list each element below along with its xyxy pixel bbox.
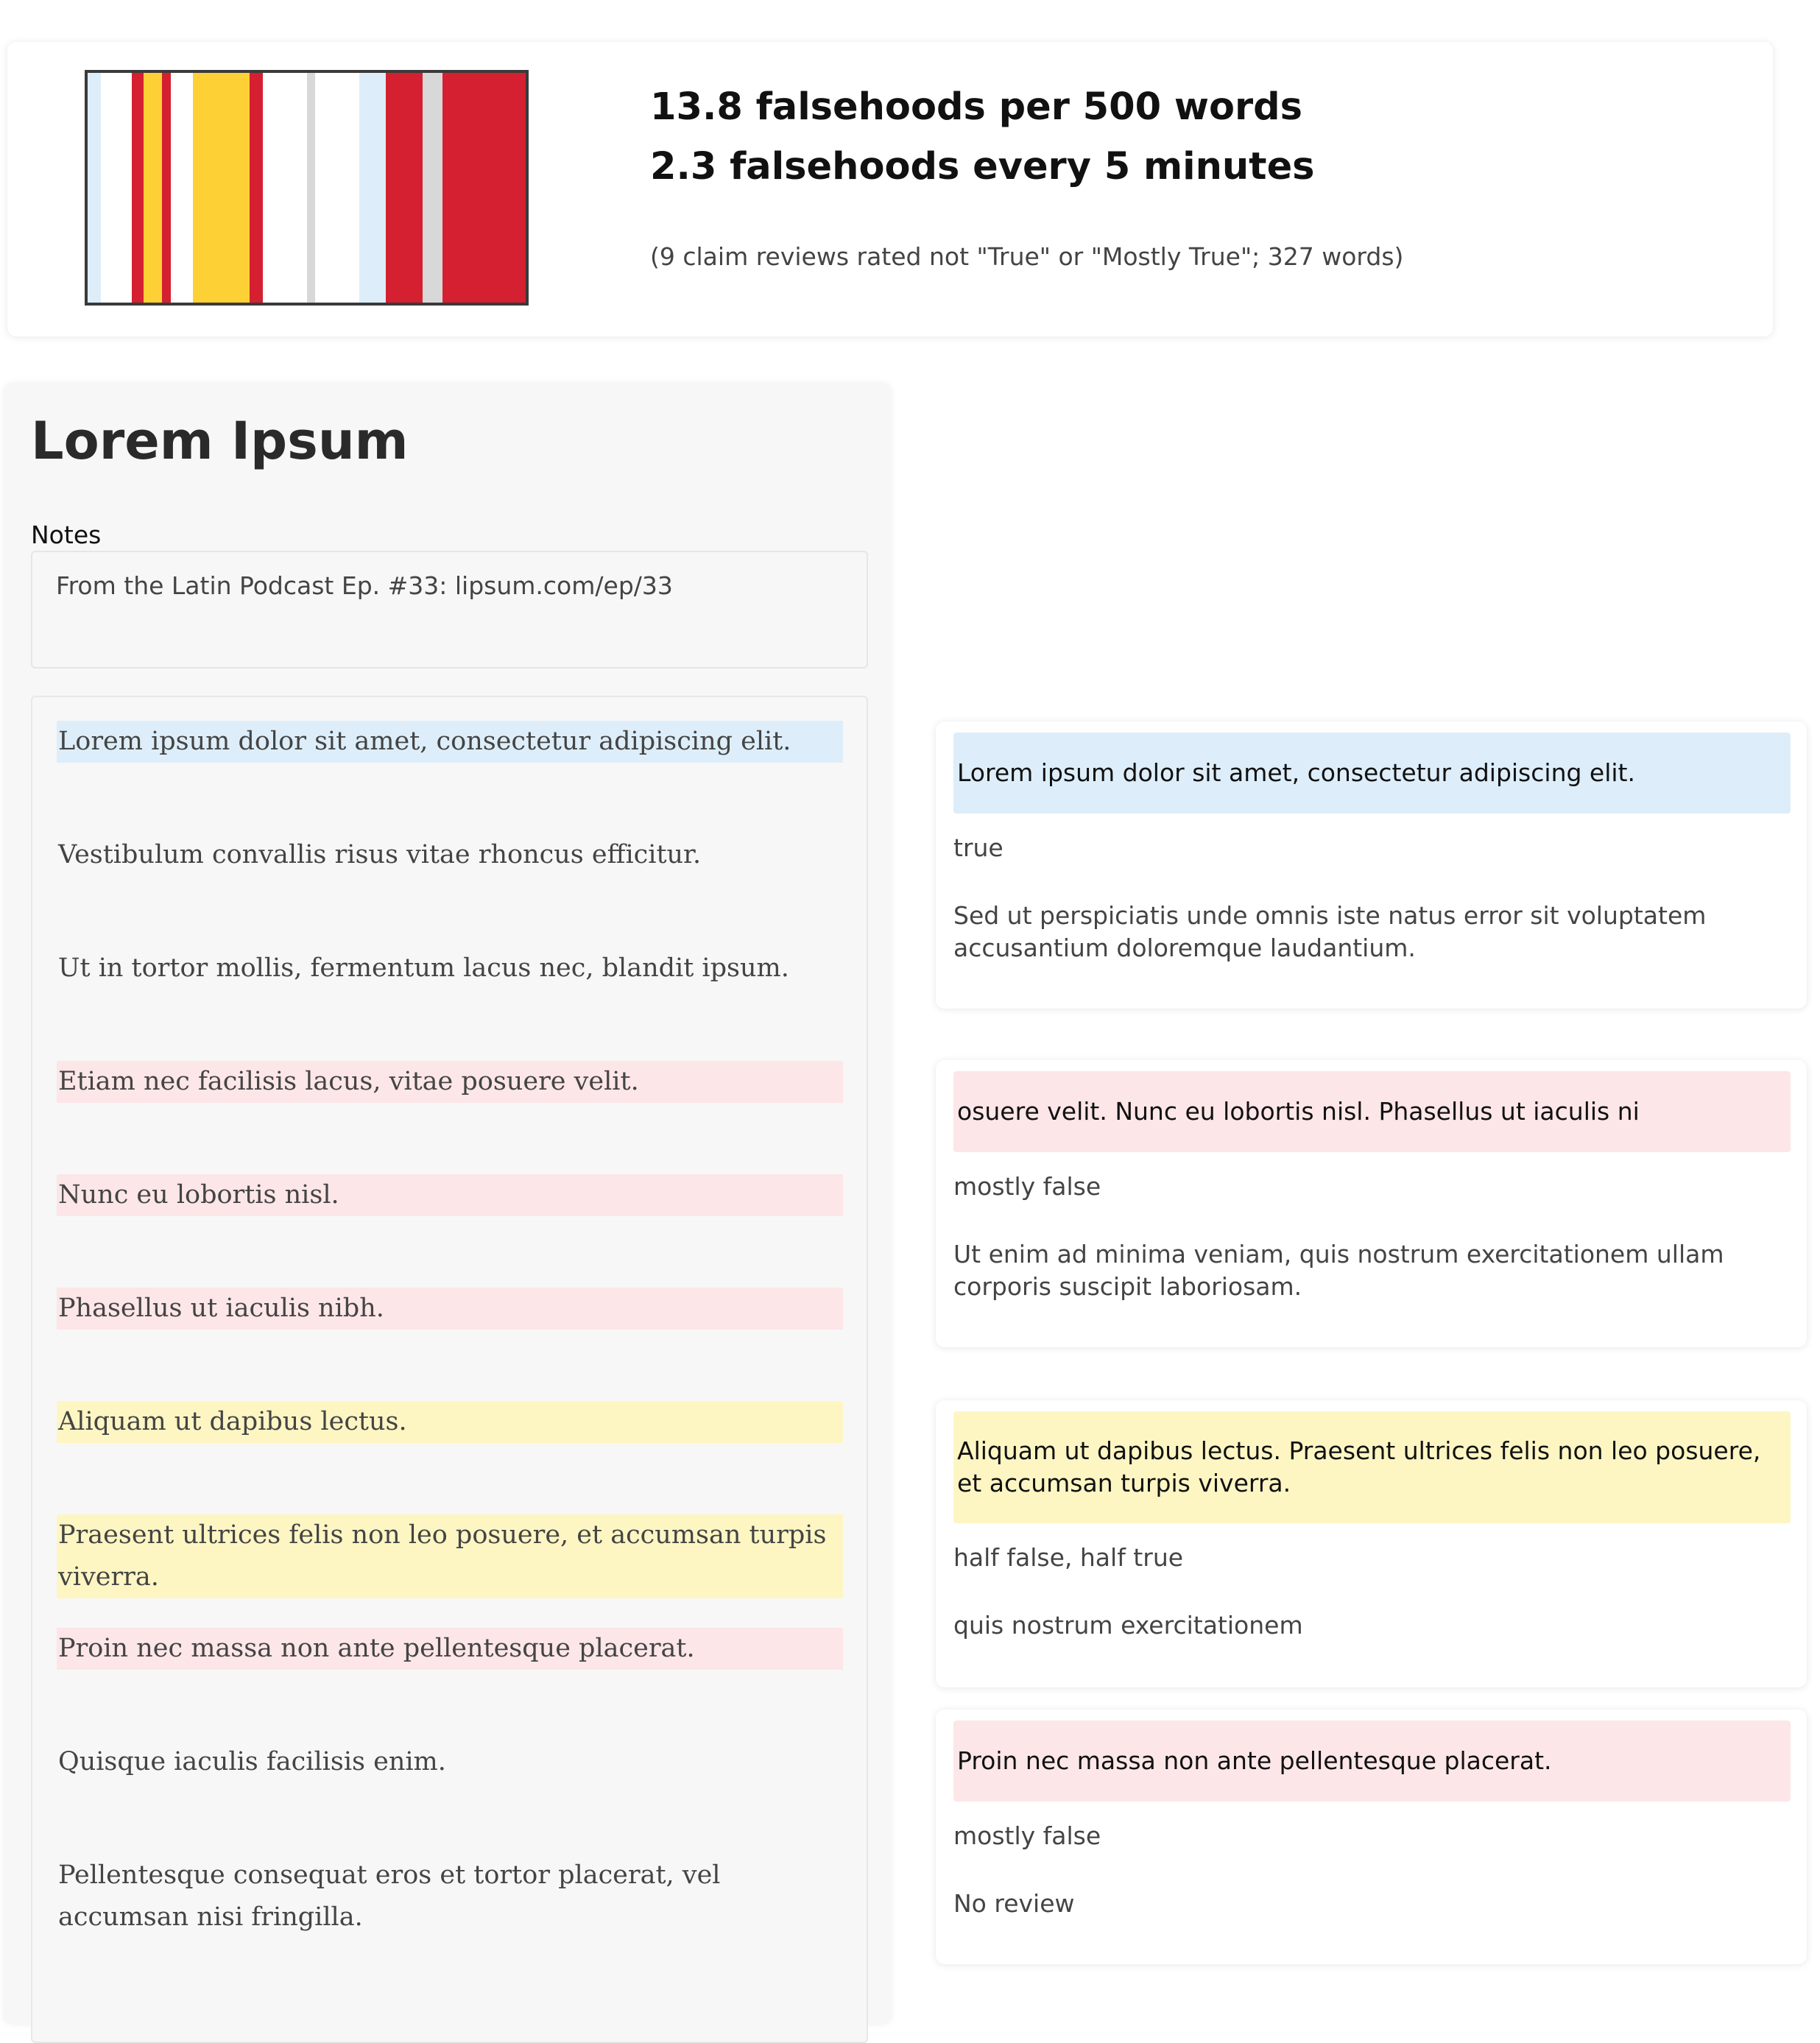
review-quote: Proin nec massa non ante pellentesque placerat. [953, 1721, 1791, 1802]
review-rating: mostly false [953, 1172, 1101, 1201]
transcript-sentence[interactable]: Etiam nec facilisis lacus, vitae posuere velit. [57, 1061, 843, 1103]
review-text: Sed ut perspiciatis unde omnis iste natus error sit voluptatem accusantium doloremque laudantium. [953, 901, 1707, 962]
transcript-sentence[interactable]: Proin nec massa non ante pellentesque placerat. [57, 1628, 843, 1670]
review-text: quis nostrum exercitationem [953, 1611, 1303, 1640]
claim-review-count-note: (9 claim reviews rated not "True" or "Mostly True"; 327 words) [650, 242, 1404, 271]
barcode-segment[interactable] [101, 73, 132, 303]
transcript-sentence[interactable]: Praesent ultrices felis non leo posuere, et accumsan turpis viverra. [57, 1514, 843, 1598]
barcode-segment[interactable] [423, 73, 442, 303]
falsehood-barcode[interactable] [85, 70, 529, 306]
review-rating: true [953, 833, 1004, 862]
transcript-sentence[interactable]: Ut in tortor mollis, fermentum lacus nec, blandit ipsum. [58, 953, 789, 983]
barcode-segment[interactable] [144, 73, 162, 303]
transcript-sentence[interactable]: Lorem ipsum dolor sit amet, consectetur adipiscing elit. [57, 721, 843, 763]
barcode-segment[interactable] [307, 73, 316, 303]
transcript-sentence[interactable]: Vestibulum convallis risus vitae rhoncus efficitur. [58, 840, 702, 869]
document-title: Lorem Ipsum [31, 411, 409, 471]
review-quote: Lorem ipsum dolor sit amet, consectetur adipiscing elit. [953, 733, 1791, 814]
review-quote: osuere velit. Nunc eu lobortis nisl. Phasellus ut iaculis ni [953, 1071, 1791, 1152]
claim-review-card[interactable] [936, 1060, 1807, 1347]
claim-review-card[interactable] [936, 721, 1807, 1009]
falsehoods-per-words: 13.8 falsehoods per 500 words [650, 85, 1303, 129]
barcode-segment[interactable] [263, 73, 307, 303]
notes-field[interactable]: From the Latin Podcast Ep. #33: lipsum.com/ep/33 [31, 551, 868, 668]
transcript-sentence[interactable]: Phasellus ut iaculis nibh. [57, 1288, 843, 1330]
transcript-sentence[interactable]: Pellentesque consequat eros et tortor placerat, vel accumsan nisi fringilla. [58, 1860, 721, 1932]
review-quote: Aliquam ut dapibus lectus. Praesent ultrices felis non leo posuere, et accumsan turpis viverra. [953, 1411, 1791, 1523]
barcode-segment[interactable] [171, 73, 193, 303]
document-panel [4, 383, 892, 2025]
barcode-segment[interactable] [386, 73, 423, 303]
barcode-segment[interactable] [132, 73, 144, 303]
transcript-sentence[interactable]: Quisque iaculis facilisis enim. [58, 1747, 446, 1776]
claim-review-card[interactable] [936, 1709, 1807, 1964]
barcode-segment[interactable] [359, 73, 386, 303]
review-rating: mostly false [953, 1821, 1101, 1850]
barcode-segment[interactable] [315, 73, 359, 303]
review-text: Ut enim ad minima veniam, quis nostrum exercitationem ullam corporis suscipit laboriosam. [953, 1240, 1724, 1301]
transcript-box[interactable] [31, 696, 868, 2043]
summary-card [7, 42, 1773, 336]
barcode-segment[interactable] [193, 73, 250, 303]
review-text: No review [953, 1889, 1075, 1918]
falsehoods-per-minutes: 2.3 falsehoods every 5 minutes [650, 145, 1315, 188]
barcode-segment[interactable] [250, 73, 263, 303]
transcript-sentence[interactable]: Nunc eu lobortis nisl. [57, 1174, 843, 1216]
transcript-sentence[interactable]: Aliquam ut dapibus lectus. [57, 1401, 843, 1443]
notes-label: Notes [31, 521, 102, 549]
barcode-segment[interactable] [88, 73, 101, 303]
barcode-segment[interactable] [442, 73, 526, 303]
review-rating: half false, half true [953, 1543, 1184, 1572]
claim-review-card[interactable] [936, 1400, 1807, 1687]
barcode-segment[interactable] [162, 73, 171, 303]
